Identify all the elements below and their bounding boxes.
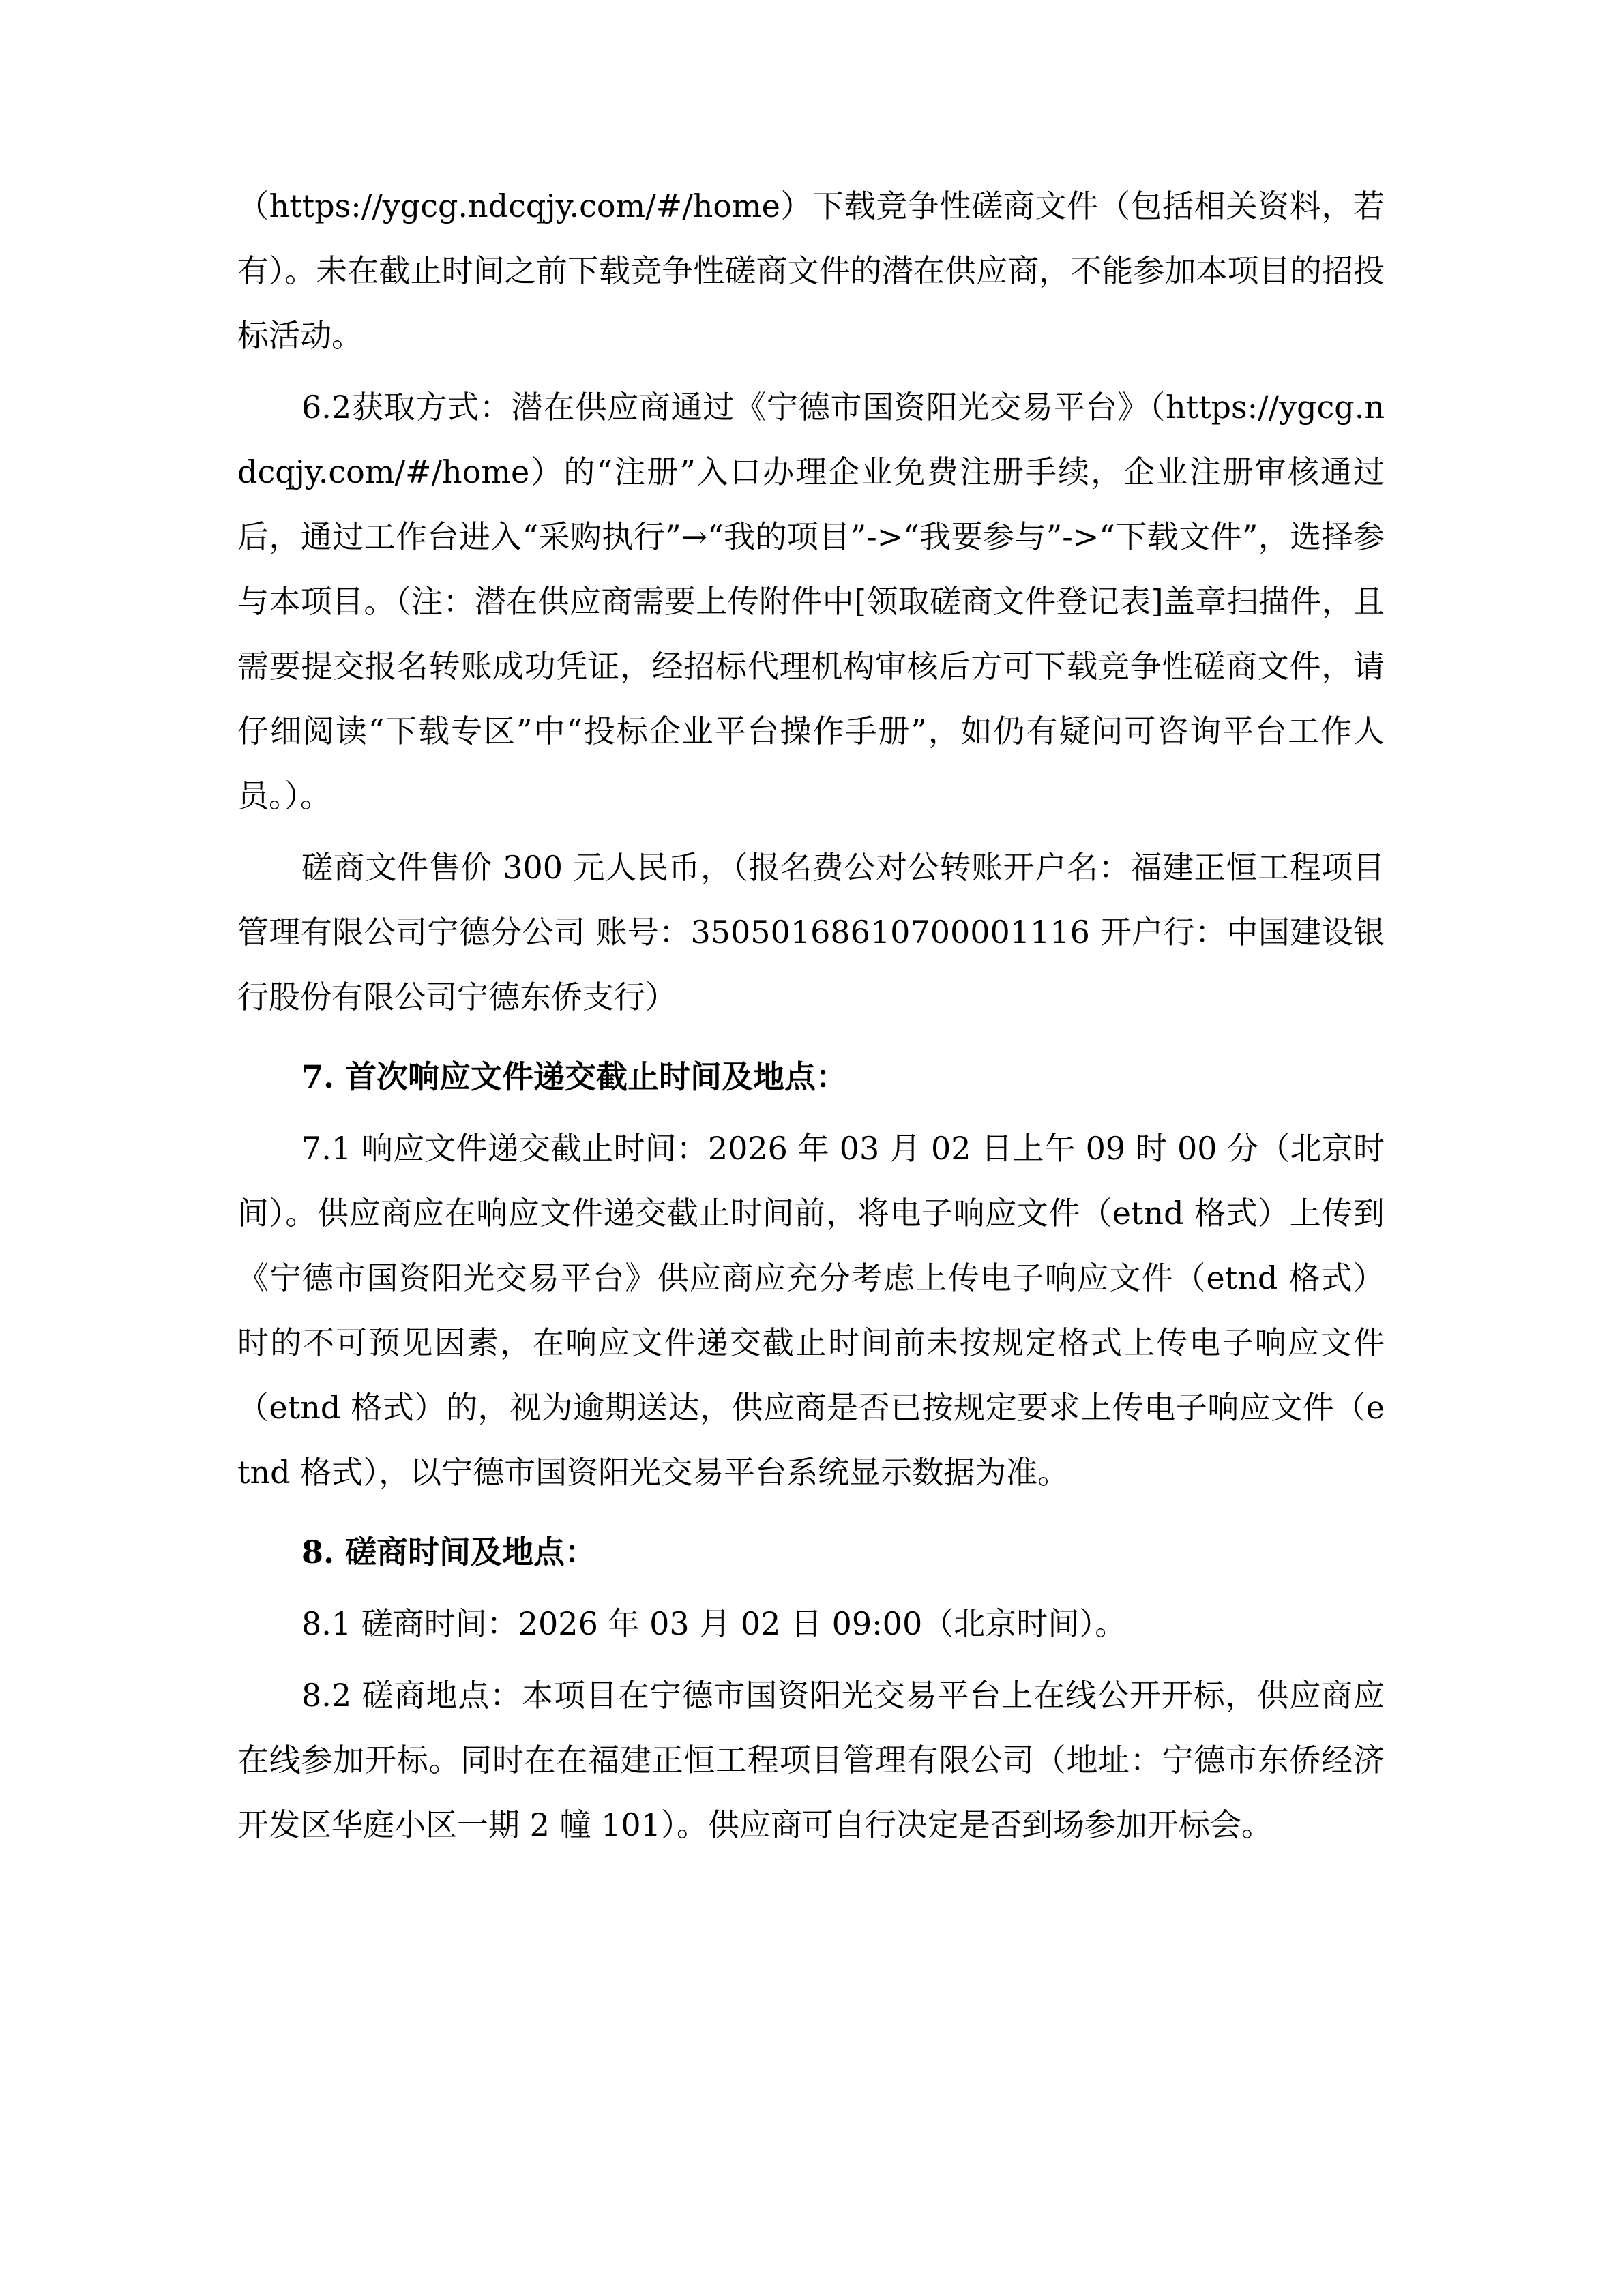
paragraph-spacer	[237, 829, 1385, 835]
paragraph-8-2-negotiation-place: 8.2 磋商地点：本项目在宁德市国资阳光交易平台上在线公开开标，供应商应在线参加开标。同时在在福建正恒工程项目管理有限公司（地址：宁德市东侨经济开发区华庭小区一期 2 幢 101）。供应商可自行决定是否到场参加开标会。	[237, 1677, 1385, 1843]
paragraph-8-1-negotiation-time: 8.1 磋商时间：2026 年 03 月 02 日 09:00（北京时间）。	[301, 1605, 1127, 1642]
paragraph-document-fee-and-bank-account: 磋商文件售价 300 元人民币，（报名费公对公转账开户名：福建正恒工程项目管理有限公司宁德分公司 账号：35050168610700001116 开户行：中国建设银行股份有限公司宁德东侨支行）	[237, 849, 1385, 1015]
paragraph-spacer	[237, 1109, 1385, 1116]
heading-8-negotiation-time-and-place: 8. 磋商时间及地点：	[301, 1534, 597, 1570]
paragraph-download-requirements: （https://ygcg.ndcqjy.com/#/home）下载竞争性磋商文件（包括相关资料，若有）。未在截止时间之前下载竞争性磋商文件的潜在供应商，不能参加本项目的招投标活动。	[237, 188, 1385, 354]
paragraph-spacer	[237, 368, 1385, 375]
paragraph-7-1-response-deadline-details: 7.1 响应文件递交截止时间：2026 年 03 月 02 日上午 09 时 00 分（北京时间）。供应商应在响应文件递交截止时间前，将电子响应文件（etnd 格式）上传到《宁德市国资阳光交易平台》供应商应充分考虑上传电子响应文件（etnd 格式）时的不可预见因素，在响应文件递交截止时间前未按规定格式上传电子响应文件（etnd 格式）的，视为逾期送达，供应商是否已按规定要求上传电子响应文件（etnd 格式），以宁德市国资阳光交易平台系统显示数据为准。	[237, 1130, 1385, 1491]
paragraph-spacer	[237, 1505, 1385, 1520]
document-text-column	[237, 174, 1385, 1858]
paragraph-spacer	[237, 1030, 1385, 1045]
paragraph-spacer	[237, 1656, 1385, 1663]
paragraph-6-2-acquisition-method: 6.2获取方式：潜在供应商通过《宁德市国资阳光交易平台》（https://ygcg.ndcqjy.com/#/home）的“注册”入口办理企业免费注册手续，企业注册审核通过后，通过工作台进入“采购执行”→“我的项目”->“我要参与”->“下载文件”，选择参与本项目。（注：潜在供应商需要上传附件中[领取磋商文件登记表]盖章扫描件，且需要提交报名转账成功凭证，经招标代理机构审核后方可下载竞争性磋商文件，请仔细阅读“下载专区”中“投标企业平台操作手册”，如仍有疑问可咨询平台工作人员。）。	[237, 389, 1385, 814]
paragraph-spacer	[237, 1585, 1385, 1592]
heading-7-response-deadline: 7. 首次响应文件递交截止时间及地点：	[301, 1058, 848, 1095]
